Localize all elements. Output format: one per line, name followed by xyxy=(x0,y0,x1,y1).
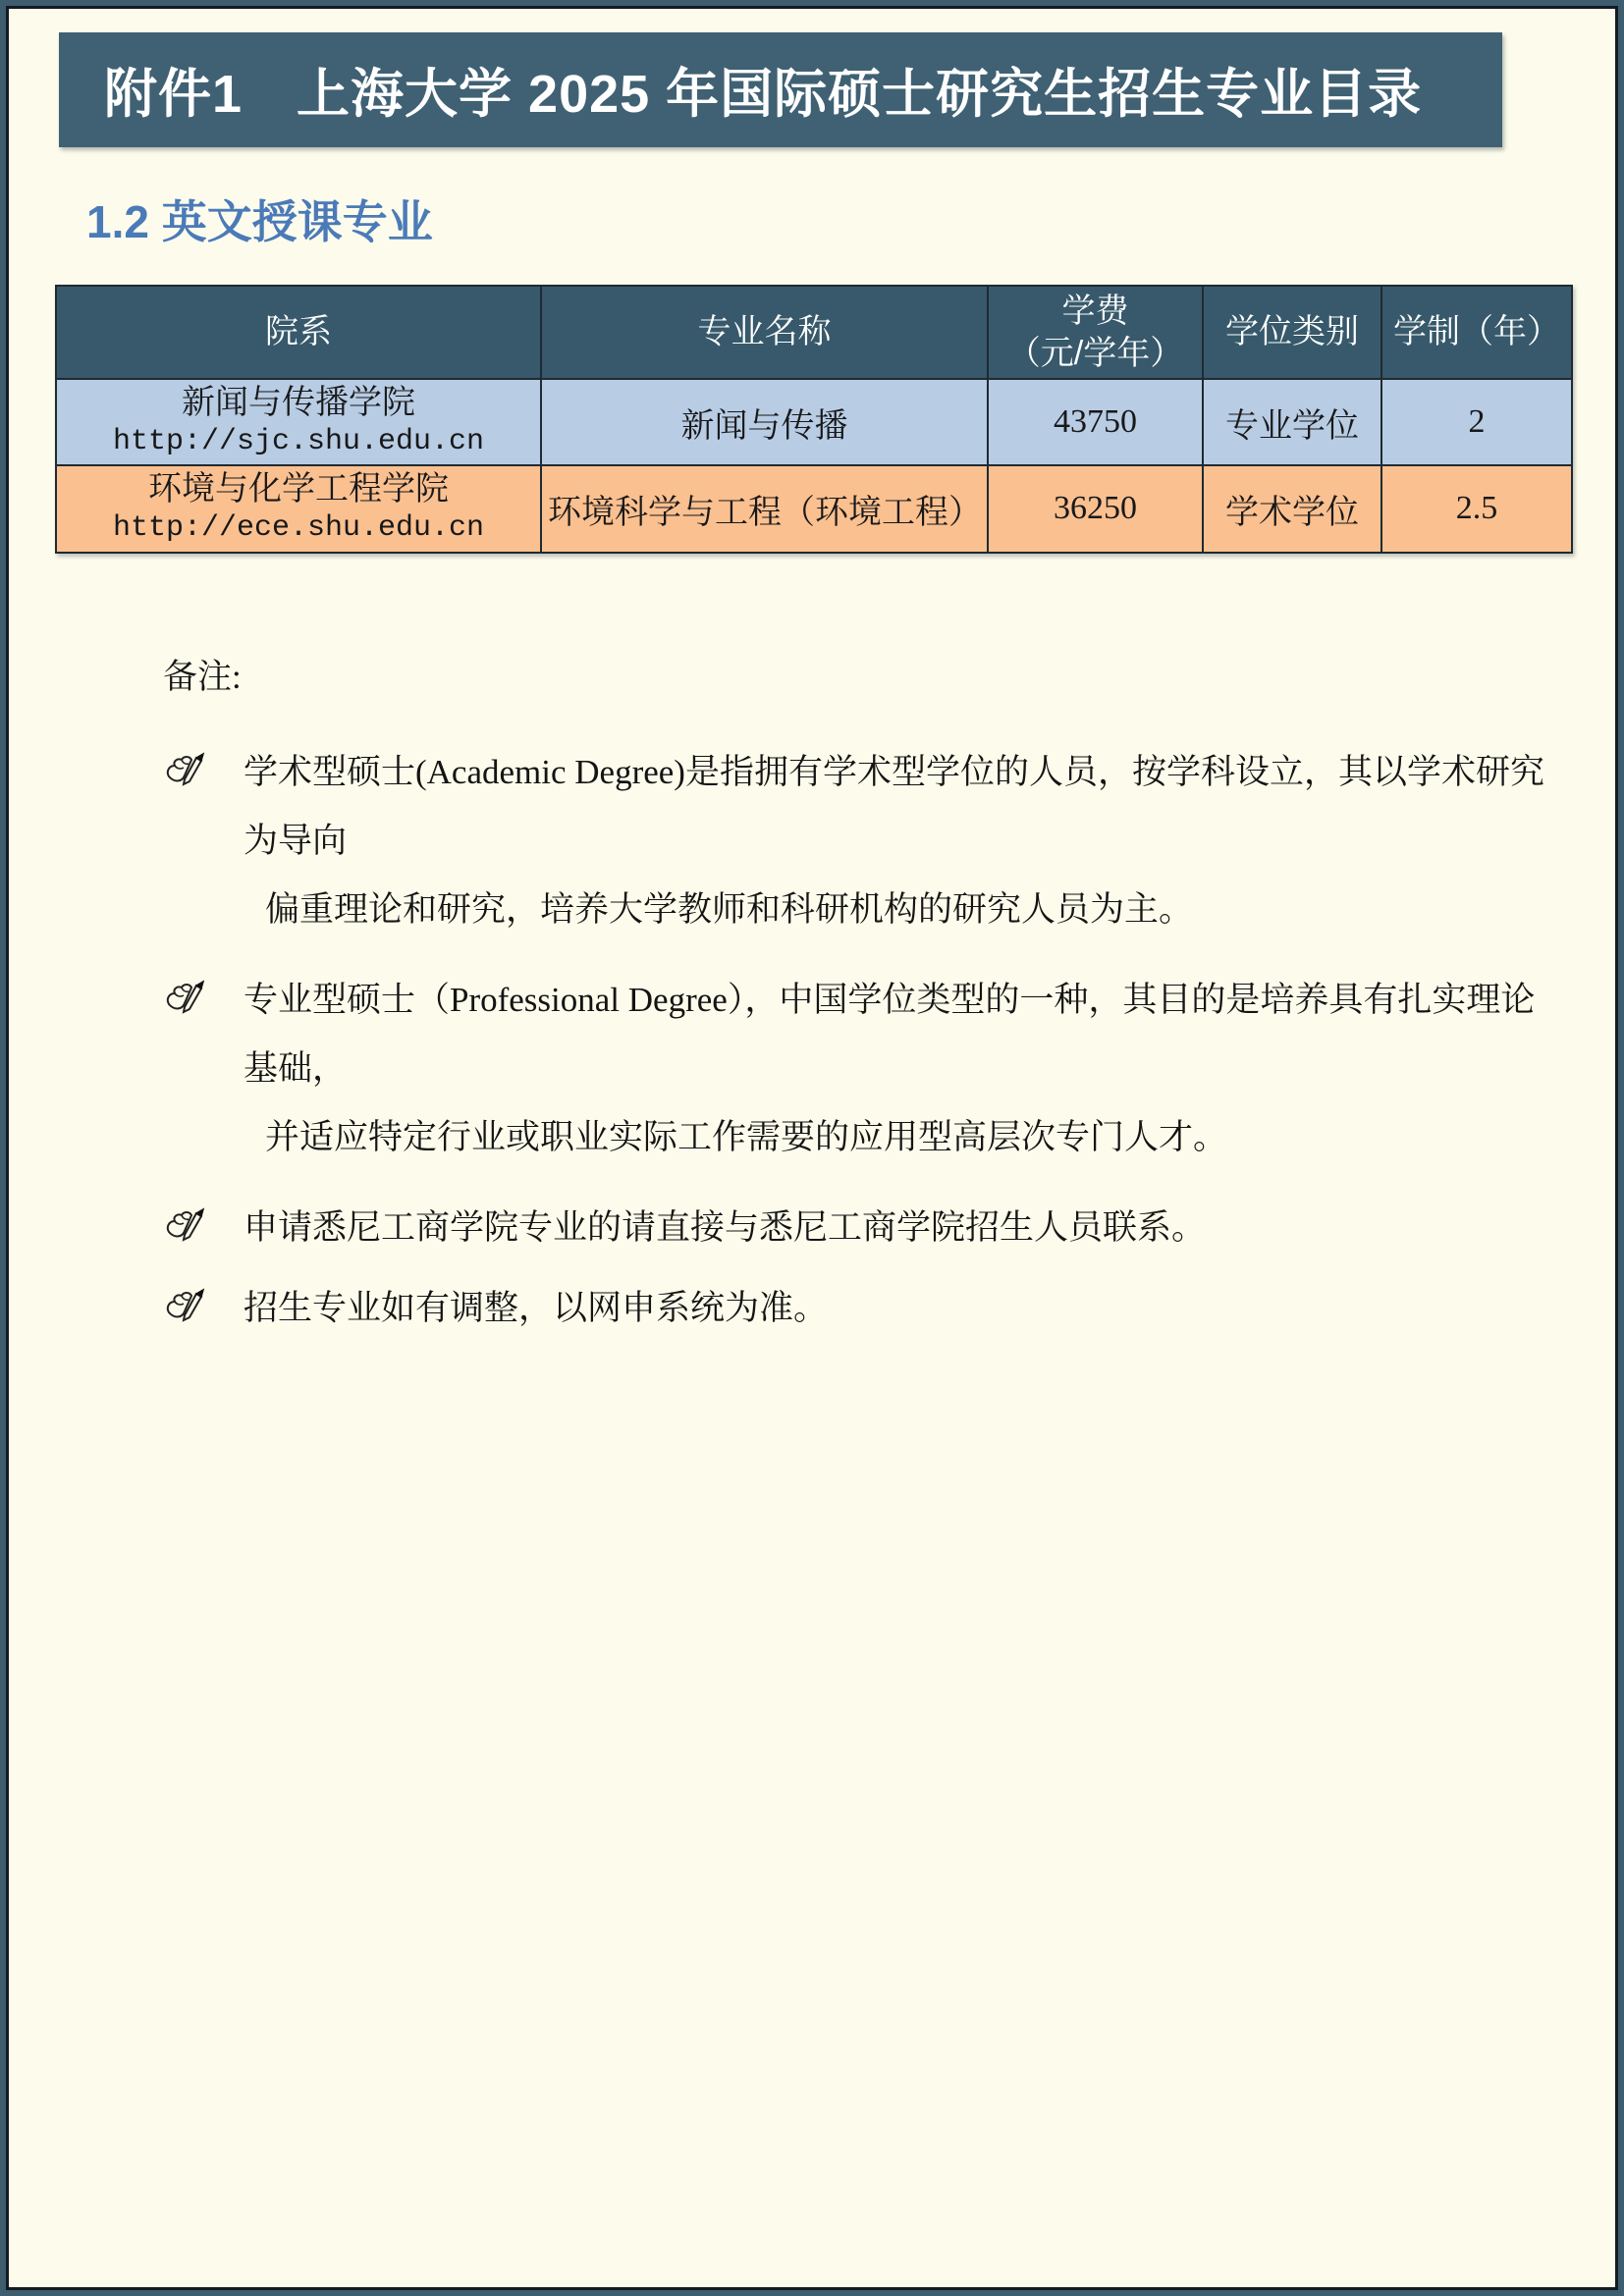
remarks-section xyxy=(163,650,1557,1343)
fee-header-line1: 学费 xyxy=(1061,293,1129,330)
fee-cell: 36250 xyxy=(988,465,1203,552)
column-header-fee xyxy=(988,286,1203,379)
major-cell: 新闻与传播 xyxy=(541,379,988,465)
remark-item xyxy=(163,1274,1557,1343)
college-url-link[interactable]: http://sjc.shu.edu.cn xyxy=(112,424,485,458)
remark-item xyxy=(163,738,1557,944)
major-cell: 环境科学与工程（环境工程） xyxy=(541,465,988,552)
remark-line: 学术型硕士(Academic Degree)是指拥有学术型学位的人员，按学科设立，其以学术研究为导向 xyxy=(244,752,1544,860)
college-name: 环境与化学工程学院 xyxy=(148,471,449,508)
section-heading: 1.2 英文授课专业 xyxy=(86,196,433,247)
column-header-degree-type: 学位类别 xyxy=(1203,286,1381,379)
remark-line: 偏重理论和研究，培养大学教师和科研机构的研究人员为主。 xyxy=(265,889,1194,929)
duration-cell: 2 xyxy=(1381,379,1572,465)
writing-hand-icon xyxy=(163,1274,244,1334)
column-header-major: 专业名称 xyxy=(541,286,988,379)
program-catalog-table xyxy=(55,285,1573,554)
remark-text xyxy=(244,1194,1557,1262)
writing-hand-icon xyxy=(163,738,244,798)
college-name: 新闻与传播学院 xyxy=(182,385,415,421)
table-row xyxy=(56,379,1572,465)
remark-text xyxy=(244,738,1557,944)
column-header-duration: 学制（年） xyxy=(1381,286,1572,379)
attachment-title-banner xyxy=(59,32,1502,147)
column-header-college: 院系 xyxy=(56,286,541,379)
duration-cell: 2.5 xyxy=(1381,465,1572,552)
fee-header-line2: （元/学年） xyxy=(1006,334,1184,372)
remarks-title: 备注: xyxy=(163,657,242,696)
writing-hand-icon xyxy=(163,1194,244,1254)
degree-type-cell: 学术学位 xyxy=(1203,465,1381,552)
remark-text xyxy=(244,1274,1557,1343)
table-row xyxy=(56,465,1572,552)
table-header-row xyxy=(56,286,1572,379)
remark-line: 申请悉尼工商学院专业的请直接与悉尼工商学院招生人员联系。 xyxy=(244,1207,1207,1247)
remark-item xyxy=(163,966,1557,1172)
remark-item xyxy=(163,1194,1557,1262)
remark-line: 并适应特定行业或职业实际工作需要的应用型高层次专门人才。 xyxy=(265,1117,1228,1156)
remark-line: 招生专业如有调整，以网申系统为准。 xyxy=(244,1288,829,1327)
remark-text xyxy=(244,966,1557,1172)
fee-cell: 43750 xyxy=(988,379,1203,465)
degree-type-cell: 专业学位 xyxy=(1203,379,1381,465)
document-page xyxy=(6,6,1618,2290)
page-title: 附件1 上海大学 2025 年国际硕士研究生招生专业目录 xyxy=(104,65,1423,124)
college-url-link[interactable]: http://ece.shu.edu.cn xyxy=(112,511,485,546)
remark-line: 专业型硕士（Professional Degree），中国学位类型的一种，其目的是培养具有扎实理论基础， xyxy=(244,980,1536,1088)
writing-hand-icon xyxy=(163,966,244,1026)
college-cell xyxy=(56,465,541,552)
college-cell xyxy=(56,379,541,465)
